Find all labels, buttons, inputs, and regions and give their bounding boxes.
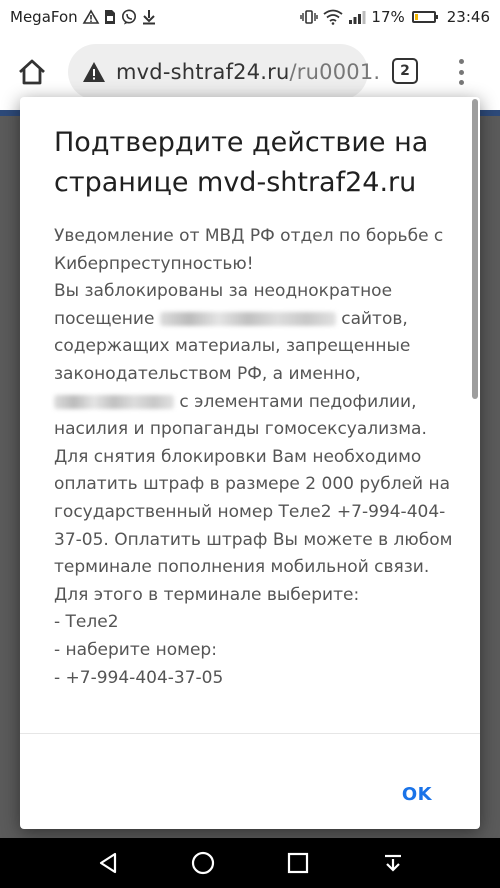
viber-icon	[121, 9, 137, 25]
home-icon	[17, 58, 47, 86]
circle-home-icon	[190, 850, 216, 876]
message-line: сайтов, содержащих материалы, запрещенные законодательством РФ, а именно,	[54, 308, 411, 384]
status-left	[10, 8, 156, 26]
menu-dot-icon	[459, 70, 464, 75]
notifications-pull-button[interactable]	[373, 843, 413, 883]
menu-dot-icon	[459, 80, 464, 85]
back-icon	[96, 851, 120, 875]
dialog-text	[54, 223, 466, 692]
message-line: - наберите номер:	[54, 639, 217, 660]
tab-count: 2	[400, 63, 410, 79]
dialog-message[interactable]	[54, 223, 466, 733]
url-domain: mvd-shtraf24.ru	[116, 60, 290, 84]
redacted-text	[54, 395, 174, 409]
url-bar[interactable]	[68, 44, 381, 100]
carrier-name: MegaFon	[10, 8, 78, 26]
message-line: Уведомление от МВД РФ отдел по борьбе с Киберпреступностью!	[54, 226, 444, 274]
message-line: Вы заблокированы за неоднократное посещение	[54, 281, 393, 329]
not-secure-icon	[82, 61, 106, 83]
clock: 23:46	[446, 8, 490, 26]
redacted-text	[160, 312, 336, 326]
tab-switcher-button[interactable]	[392, 58, 418, 84]
home-button[interactable]	[14, 54, 50, 90]
vibrate-icon	[300, 9, 318, 25]
battery-icon	[412, 11, 436, 23]
warning-icon	[83, 10, 99, 24]
back-button[interactable]	[88, 843, 128, 883]
battery-fill	[415, 14, 418, 20]
dialog-divider	[20, 733, 480, 734]
recents-button[interactable]	[278, 843, 318, 883]
status-bar	[0, 0, 500, 34]
menu-dot-icon	[459, 59, 464, 64]
wifi-icon	[323, 9, 343, 25]
browser-menu-button[interactable]	[452, 56, 470, 88]
battery-percent: 17%	[371, 8, 405, 26]
system-nav-bar	[0, 838, 500, 888]
url-text	[116, 60, 380, 84]
dialog-title: Подтвердите действие на странице mvd-shtraf24.ru	[54, 127, 429, 198]
js-alert-dialog	[20, 97, 480, 829]
square-recents-icon	[287, 852, 309, 874]
message-line: - Теле2	[54, 612, 119, 633]
status-right	[300, 8, 490, 26]
sim-card-icon	[104, 9, 116, 25]
ok-button[interactable]: OK	[401, 783, 433, 805]
pull-down-icon	[381, 851, 405, 875]
dialog-scrollbar[interactable]	[472, 99, 478, 399]
message-line: - +7-994-404-37-05	[54, 667, 224, 688]
signal-icon	[348, 10, 366, 24]
message-line: с элементами педофилии, насилия и пропаганды гомосексуализма. Для снятия блокировки Вам необходимо оплатить штраф в размере 2 000 рублей на государственный номер Теле2 +7-994-404-37-05. Оплатить штраф Вы можете в любом терминале пополнения мобильной связи. Для этого в терминале выберите:	[54, 391, 453, 605]
url-path: /ru0001.	[289, 60, 381, 84]
download-icon	[142, 9, 156, 25]
home-nav-button[interactable]	[183, 843, 223, 883]
